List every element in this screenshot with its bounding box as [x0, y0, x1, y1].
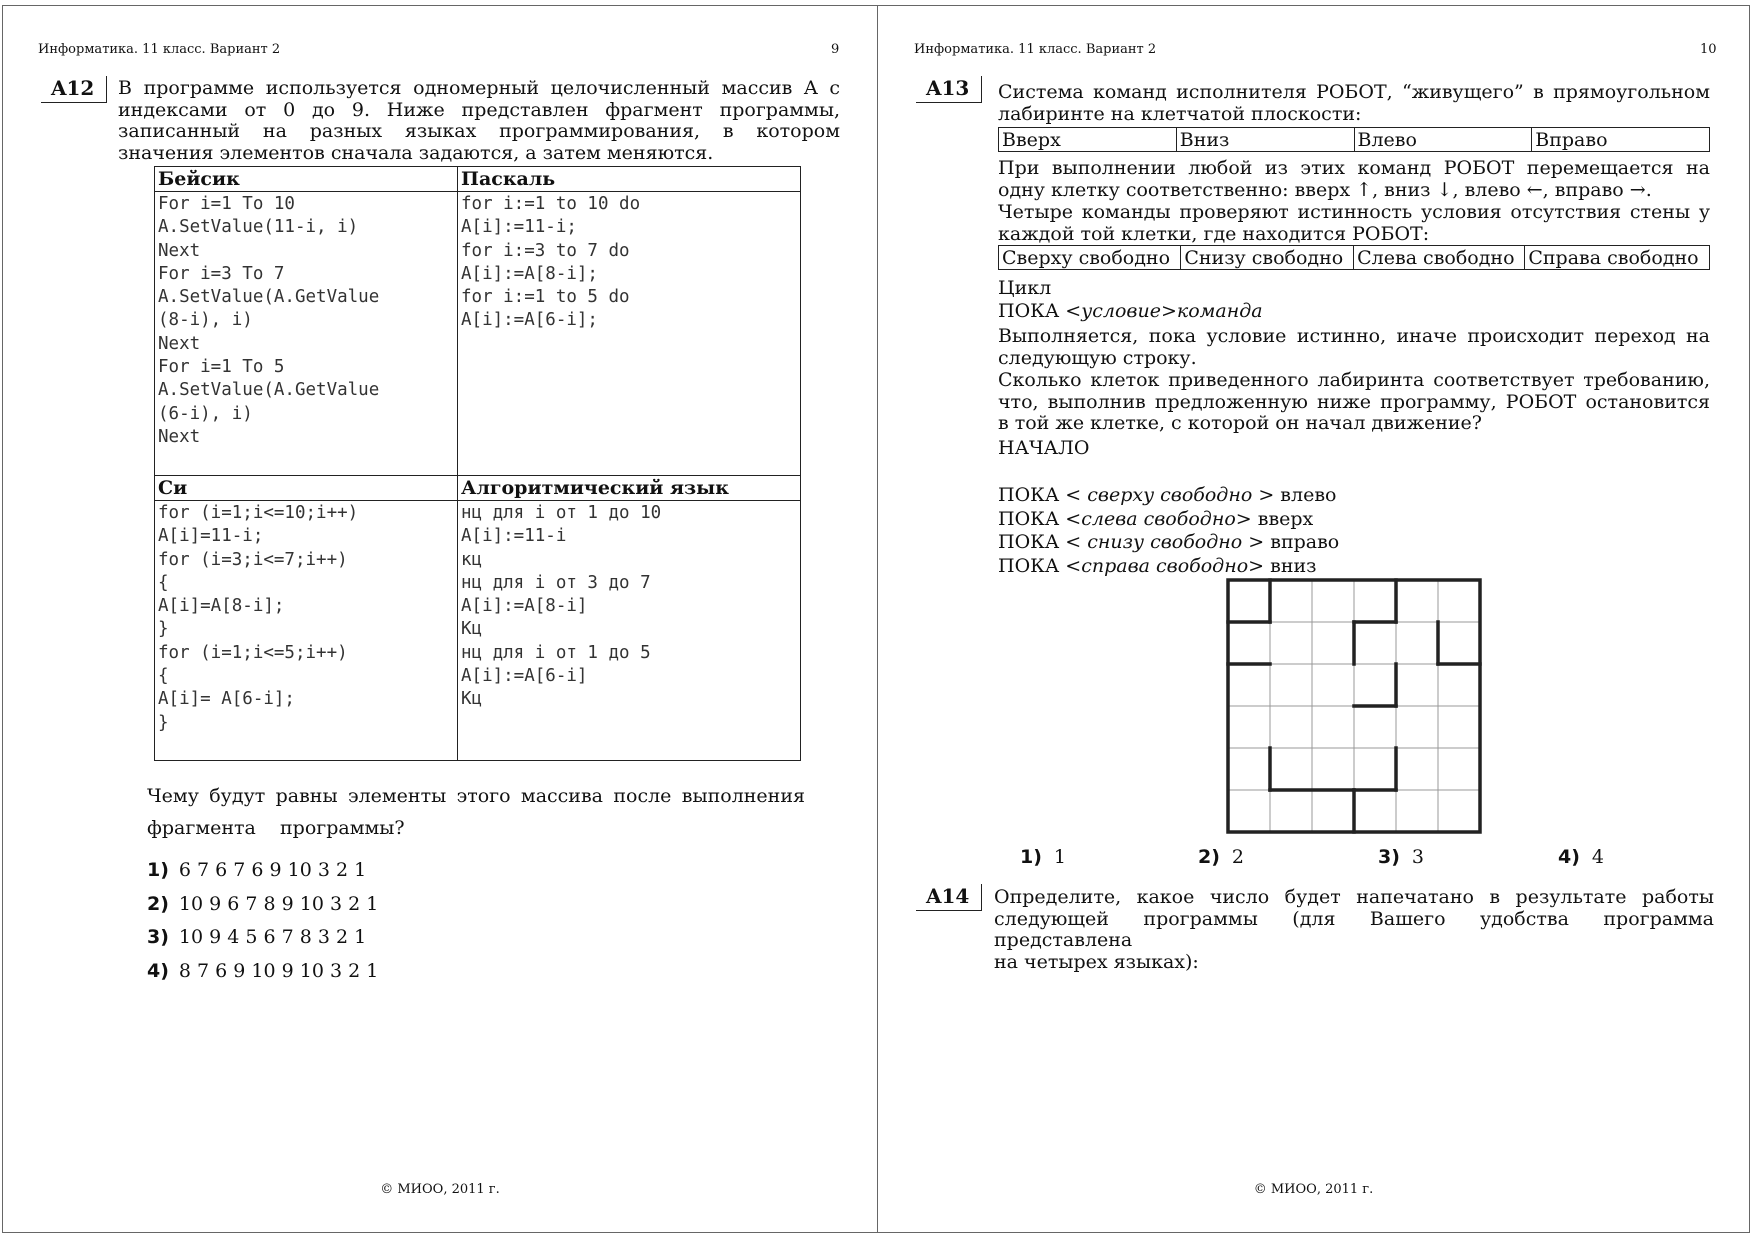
code-line: Next	[158, 240, 201, 261]
code-table	[154, 166, 801, 761]
option-text: 8 7 6 9 10 9 10 3 2 1	[178, 960, 379, 982]
code-line: For i=1 To 10	[158, 194, 295, 214]
code-line: for (i=1;i<=10;i++)	[158, 503, 359, 523]
code-line: for i:=3 to 7 do	[461, 240, 630, 261]
command-down: Вниз	[1176, 128, 1354, 152]
program-post: > вниз	[1248, 555, 1317, 577]
option-text: 1	[1053, 846, 1066, 868]
answer-option-2[interactable]	[1198, 846, 1244, 868]
text-line: Чему будут равны элементы этого массива после выполнения	[147, 785, 805, 807]
text-line: В программе используется одномерный целочисленный массив A с	[118, 77, 840, 99]
code-line: }	[158, 712, 169, 733]
answer-option-2[interactable]	[147, 893, 378, 915]
answer-option-1[interactable]	[1020, 846, 1066, 868]
code-line: A[i]:=A[8-i];	[461, 263, 598, 284]
question-a13-text	[998, 370, 1710, 435]
text-line: Выполняется, пока условие истинно, иначе происходит переход на	[998, 325, 1710, 347]
code-line: for i:=1 to 5 do	[461, 287, 630, 308]
question-label-a12: A12	[41, 76, 107, 103]
page-number: 9	[831, 42, 840, 57]
command-left: Влево	[1354, 128, 1532, 152]
code-line: Кц	[461, 689, 483, 710]
code-line: нц для i от 1 до 10	[461, 503, 662, 523]
cycle-prefix: ПОКА <	[998, 300, 1082, 322]
code-line: Next	[158, 426, 201, 447]
option-text: 6 7 6 7 6 9 10 3 2 1	[178, 859, 367, 881]
code-line: нц для i от 1 до 5	[461, 642, 651, 663]
program-cond: слева свободно	[1081, 508, 1236, 530]
cycle-label: Цикл	[998, 277, 1052, 299]
code-line: A.SetValue(A.GetValue	[158, 287, 380, 308]
command-table	[998, 127, 1710, 152]
column-title-c: Си	[155, 476, 458, 501]
left-page	[2, 5, 878, 1233]
code-line: }	[158, 619, 169, 640]
code-line: Кц	[461, 619, 483, 640]
question-prompt	[147, 780, 805, 844]
page-number: 10	[1700, 42, 1717, 57]
code-line: A[i]:=A[6-i]	[461, 666, 588, 687]
program-post: > вверх	[1235, 508, 1314, 530]
code-line: A[i]:=A[6-i];	[461, 310, 598, 331]
text-line: следующую строку.	[998, 346, 1197, 369]
code-pascal	[458, 192, 801, 476]
program-line-2	[998, 508, 1313, 530]
question-a13-intro	[998, 82, 1710, 125]
maze-grid	[1225, 577, 1483, 837]
answer-option-4[interactable]	[1558, 846, 1604, 868]
text-line: что, выполнив предложенную ниже программу, РОБОТ остановится	[998, 390, 1710, 413]
code-line: For i=3 To 7	[158, 263, 285, 284]
code-line: A[i]= A[6-i];	[158, 689, 295, 710]
text-line: Сколько клеток приведенного лабиринта соответствует требованию,	[998, 369, 1710, 391]
code-line: A[i]:=11-i	[461, 526, 567, 547]
text-line: на четырех языках):	[994, 950, 1199, 973]
program-post: > влево	[1252, 484, 1337, 506]
cycle-mid: >	[1160, 300, 1177, 322]
option-number: 1)	[1020, 846, 1042, 868]
text-line: лабиринте на клетчатой плоскости:	[998, 102, 1362, 125]
exec-description	[998, 326, 1710, 369]
code-line: кц	[461, 549, 483, 570]
option-text: 4	[1591, 846, 1604, 868]
option-number: 1)	[147, 859, 169, 881]
program-cond: сверху свободно	[1087, 484, 1253, 506]
text-line: индексами от 0 до 9. Ниже представлен фрагмент программы,	[118, 98, 840, 121]
option-number: 4)	[1558, 846, 1580, 868]
option-number: 3)	[147, 926, 169, 948]
code-line: for (i=1;i<=5;i++)	[158, 642, 348, 663]
answer-option-3[interactable]	[147, 926, 366, 948]
text-line: в той же клетке, с которой он начал движение?	[998, 412, 1482, 434]
text-line: Система команд исполнителя РОБОТ, “живущего” в прямоугольном	[998, 81, 1710, 103]
option-text: 2	[1231, 846, 1244, 868]
page-footer: © МИОО, 2011 г.	[1253, 1182, 1374, 1197]
code-line: {	[158, 666, 169, 687]
text-line: каждой той клетки, где находится РОБОТ:	[998, 222, 1430, 245]
text-line: записанный на разных языках программирования, в котором	[118, 120, 840, 142]
text-line: одну клетку соответственно: вверх ↑, вниз ↓, влево ←, вправо →.	[998, 178, 1652, 201]
text-line: фрагмента программы?	[147, 817, 405, 839]
command-right: Вправо	[1532, 128, 1710, 152]
code-line: for i:=1 to 10 do	[461, 194, 641, 214]
program-start: НАЧАЛО	[998, 437, 1090, 459]
code-algo	[458, 501, 801, 761]
code-line: Next	[158, 333, 201, 354]
code-line: A[i]:=11-i;	[461, 217, 577, 238]
option-text: 3	[1411, 846, 1424, 868]
text-line: значения элементов сначала задаются, а затем меняются.	[118, 141, 714, 164]
option-text: 10 9 4 5 6 7 8 3 2 1	[178, 926, 367, 948]
program-line-4	[998, 555, 1317, 577]
option-number: 2)	[147, 893, 169, 915]
condition-left-free: Слева свободно	[1354, 246, 1525, 270]
cycle-syntax	[998, 300, 1263, 322]
option-number: 4)	[147, 960, 169, 982]
text-line: следующей программы (для Вашего удобства программа представлена	[994, 907, 1714, 951]
condition-top-free: Сверху свободно	[999, 246, 1181, 270]
column-title-basic: Бейсик	[155, 167, 458, 192]
page-header: Информатика. 11 класс. Вариант 2	[914, 42, 1157, 57]
code-c	[155, 501, 458, 761]
page-header: Информатика. 11 класс. Вариант 2	[38, 42, 281, 57]
code-line: A.SetValue(11-i, i)	[158, 217, 359, 238]
condition-bottom-free: Снизу свободно	[1181, 246, 1354, 270]
code-line: A[i]=11-i;	[158, 526, 264, 547]
text-line: Четыре команды проверяют истинность условия отсутствия стены у	[998, 201, 1710, 223]
program-line-3	[998, 531, 1339, 553]
code-line: A[i]:=A[8-i]	[461, 596, 588, 617]
question-label-a13: A13	[916, 76, 982, 103]
answer-option-3[interactable]	[1378, 846, 1424, 868]
option-number: 3)	[1378, 846, 1400, 868]
column-title-algo: Алгоритмический язык	[458, 476, 801, 501]
option-text: 10 9 6 7 8 9 10 3 2 1	[178, 893, 379, 915]
option-number: 2)	[1198, 846, 1220, 868]
cycle-condition: условие	[1081, 300, 1161, 322]
column-title-pascal: Паскаль	[458, 167, 801, 192]
question-a14-text	[994, 887, 1714, 973]
move-description	[998, 158, 1710, 201]
command-up: Вверх	[999, 128, 1177, 152]
code-line: нц для i от 3 до 7	[461, 572, 651, 593]
answer-option-1[interactable]	[147, 859, 366, 881]
right-page	[877, 5, 1750, 1233]
code-basic	[155, 192, 458, 476]
text-line: При выполнении любой из этих команд РОБОТ перемещается на	[998, 157, 1710, 179]
page-footer: © МИОО, 2011 г.	[380, 1182, 500, 1197]
code-line: (6-i), i)	[158, 403, 253, 424]
program-pre: ПОКА <	[998, 484, 1088, 506]
condition-table	[998, 245, 1710, 270]
code-line: {	[158, 572, 169, 593]
program-pre: ПОКА <	[998, 531, 1088, 553]
condition-right-free: Справа свободно	[1525, 246, 1710, 270]
program-post: > вправо	[1242, 531, 1340, 553]
code-line: For i=1 To 5	[158, 357, 285, 378]
answer-option-4[interactable]	[147, 960, 378, 982]
code-line: A.SetValue(A.GetValue	[158, 380, 380, 401]
text-line: Определите, какое число будет напечатано в результате работы	[994, 886, 1714, 908]
program-line-1	[998, 484, 1336, 506]
program-cond: снизу свободно	[1087, 531, 1243, 553]
question-label-a14: A14	[916, 884, 982, 911]
program-pre: ПОКА <	[998, 555, 1082, 577]
question-a12-text	[118, 78, 840, 164]
program-cond: справа свободно	[1081, 555, 1249, 577]
code-line: (8-i), i)	[158, 310, 253, 331]
program-pre: ПОКА <	[998, 508, 1082, 530]
check-description	[998, 202, 1710, 245]
code-line: A[i]=A[8-i];	[158, 596, 285, 617]
cycle-command: команда	[1176, 300, 1263, 322]
code-line: for (i=3;i<=7;i++)	[158, 549, 348, 570]
